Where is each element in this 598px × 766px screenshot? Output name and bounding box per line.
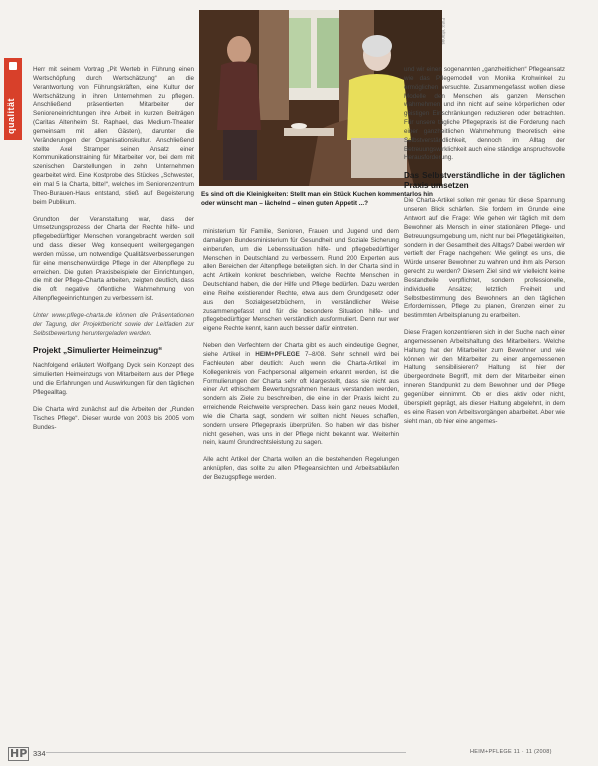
column-right [404,66,565,434]
paragraph: Die Charta-Artikel sollen mir genau für diese Spannung unseren Blick schärfen. Sie fordern im Grunde eine Antwort auf die Frage: Wie gehen wir täglich mit dem Bewohner als Mensch in einer stationären Pflege- und Betreuungsumgebung um, nicht nur bei Pflegetätigkeiten, sondern in der Gesamtheit des Alltags? Dabei werden wir vertieft der Frage nachgehen: Wie gelingt es uns, die Würde unserer Bewohner zu wahren und ihm als Person gerecht zu werden? Diesem Ziel sind wir vielleicht keine Bestandteile verpflichtet, sondern professionelle, individuelle Ansätze; letztlich Freiheit und Selbstbestimmung des Bewohners an den täglichen Erfordernissen, Pflege zu planen, Grenzen einer zu bestimmten Arbeitsplanung zu erarbeiten. [404,197,565,320]
section-tab-label: qualität [6,97,16,134]
paragraph: Nachfolgend erläutert Wolfgang Dyck sein Konzept des simulierten Heimeinzugs von Mitarbeitern aus der Pflege und die Erfahrungen und Auswirkungen für den täglichen Pflegealltag. [33,362,194,396]
paragraph: Diese Fragen konzentrieren sich in der Suche nach einer angemessenen Arbeitshaltung des Mitarbeiters. Welche Haltung hat der Mitarbeiter zum Bewohner und wie können wir den Mitarbeiter zu einer angemessenen Haltung sensibilisieren? Haltung ist hier der übergeordnete Begriff, mit dem der Mitarbeiter einen inneren Standpunkt zu dem Bewohner und der Pflege gegenüber einnimmt. Ob er dies aktiv oder nicht, überspielt geprägt, als dieser Haltung abgelehnt, in dem es eine Rasen von Arbeitsvorgängen abarbeitet. Aber wie sieht man, ob hier eine angemes- [404,329,565,425]
paragraph: Alle acht Artikel der Charta wollen an die bestehenden Regelungen anknüpfen, das sollte zu allen Pflegeansichten und Arbeitsabläufen der Bezugspflege werden. [203,456,399,481]
hp-logo: HP [10,747,28,760]
paragraph: ministerium für Familie, Senioren, Frauen und Jugend und dem damaligen Bundesministerium für Gesundheit und Soziale Sicherung einberufen, um die Lebenssituation hilfe- und pflegebedürftiger Menschen in Deutschland zu verbessern. Rund 200 Experten aus allen Bereichen der Altenpflege beteiligten sich. In der Charta sind in acht Artikeln konkret beschrieben, welche Rechte Menschen in Deutschland haben, die der Hilfe und Pflege bedürfen. Dazu werden eine Reihe existierender Rechte, etwa aus dem Grundgesetz oder aus den Sozialgesetzbüchern, in verständlicher Weise zusammengefasst und für die besondere Situation hilfe- und pflegebedürftiger Menschen verständlich ausformuliert. Denn nur wer eigene Rechte kennt, kann auch besser dafür eintreten. [203,228,399,333]
section-heading: Projekt „Simulierter Heimeinzug“ [33,346,163,356]
paragraph: und wir einen sogenannten „ganzheitlichen“ Pflegeansatz wie das Pflegemodell von Monika Krohwinkel zu ermöglichen versuchte. Zusammengefasst wollen diese Modelle den Menschen als ganzen Menschen wahrnehmen und ihn nicht auf seine körperlichen oder geistigen Einschränkungen reduzieren oder betrachten. Für unsere tägliche Pflegepraxis ist die Forderung nach einer ganzheitlichen Wahrnehmung theoretisch eine Selbstverständlichkeit, dennoch im Alltag der Betreuungswirklichkeit auch eine ständige anspruchsvolle Herausforderung. [404,66,566,162]
page-number: 334 [33,749,46,758]
paragraph-text: 7–8/08. Sehr schnell wird bei Fachleuten aber deutlich: Auch wenn die Charta-Artikel im Kollegenkreis von Fachpersonal allgemein erkannt werden, ist die Formulierungen der Charta sehr oft klargestellt, dass sie nicht aus einer Art ethischem Bewertungsrahmen heraus verstanden werden, sondern als Ziele zu beschreiben, die eine in der Praxis leicht zu erreichende Reichweite versprechen. Dass kein ganz neues Modell, wie die Charta sagt, sondern wir sollten nicht Neues schaffen, sondern unsere Pflegepraxis überprüfen. So haben wir das bisher nicht gesehen, was uns in der Pflege nicht bekannt war. Weiterhin nein, kaum! Grundrechtsleistung zu sagen. [203,350,400,447]
footer-logo [8,746,29,761]
column-middle [203,228,399,491]
download-note: Unter www.pflege-charta.de können die Präsentationen der Tagung, der Projektbericht sowie der Leitfaden zur Selbstbewertung heruntergeladen werden. [33,311,194,337]
paragraph [203,342,399,448]
photo-caption: Es sind oft die Kleinigkeiten: Stellt man ein Stück Kuchen kommentarlos hin oder wünscht man – lächelnd – einen guten Appetit ...? [201,191,433,207]
section-marker-icon [9,62,17,70]
paragraph: Die Charta wird zunächst auf die Arbeiten der „Runden Tisches Pflege“. Dieser wurde von 2003 bis 2005 vom Bundes- [33,405,194,431]
section-tab [4,58,22,140]
footer-divider [46,752,406,753]
journal-reference: HEIM+PFLEGE 11 · 11 (2008) [470,749,552,755]
paragraph-text: Neben den Verfechtern der Charta gibt es auch eindeutige Gegner, siehe Artikel in [203,342,399,358]
journal-brand: HEIM+PFLEGE [255,350,300,358]
paragraph: Herr mit seinem Vortrag „Pit Werteb in Führung einen Wertschöpfung durch Wertschätzung“ an die Verantwortung von Führungskräften, eine Kultur der Wertschätzung in ihren Unternehmen zu pflegen. Anschließend präsentierten Mitarbeiter der Senioreneinrichtungen ihre Arbeit in kurzen Beiträgen (Caritas Altenheim St. Raphael, das Medium-Theater gemeinsam mit allen Gästen), darunter die Veränderungen der Organisationskultur. Anschließend stellte Axel Stramper seinen Ansatz einer Kommunikationstraining für Mitarbeiter vor, bei dem mit szenischen Darstellungen in zehn Unternehmen gearbeitet wird. Eine Kostprobe des Stückes „Schwester, ein mal 5 la Charta, bitte!“, welches im Seniorenzentrum Theo-Burauen-Haus entstand, stieß auf Begeisterung beim Publikum. [33,66,194,206]
column-left [33,66,194,440]
photo-credit: Foto: Vitanas [441,18,446,45]
paragraph: Grundton der Veranstaltung war, dass der Umsetzungsprozess der Charta der Rechte hilfe- und pflegebedürftiger Menschen vorangebracht werden soll und dass dieser Weg konsequent weitergegangen werden müsse, um notwendige Qualitätsverbesserungen für eine menschenwürdige Pflege in der Altenpflege zu erreichen. Die guten Praxisbeispiele der Einrichtungen, die mit der Pflege-Charta arbeiten, zeigten deutlich, dass die oft negative öffentliche Wahrnehmung von Altenpflegeeinrichtungen zu verbessern ist. [33,215,194,303]
section-heading: Das Selbstverständliche in der täglichen Praxis umsetzen [404,171,565,191]
